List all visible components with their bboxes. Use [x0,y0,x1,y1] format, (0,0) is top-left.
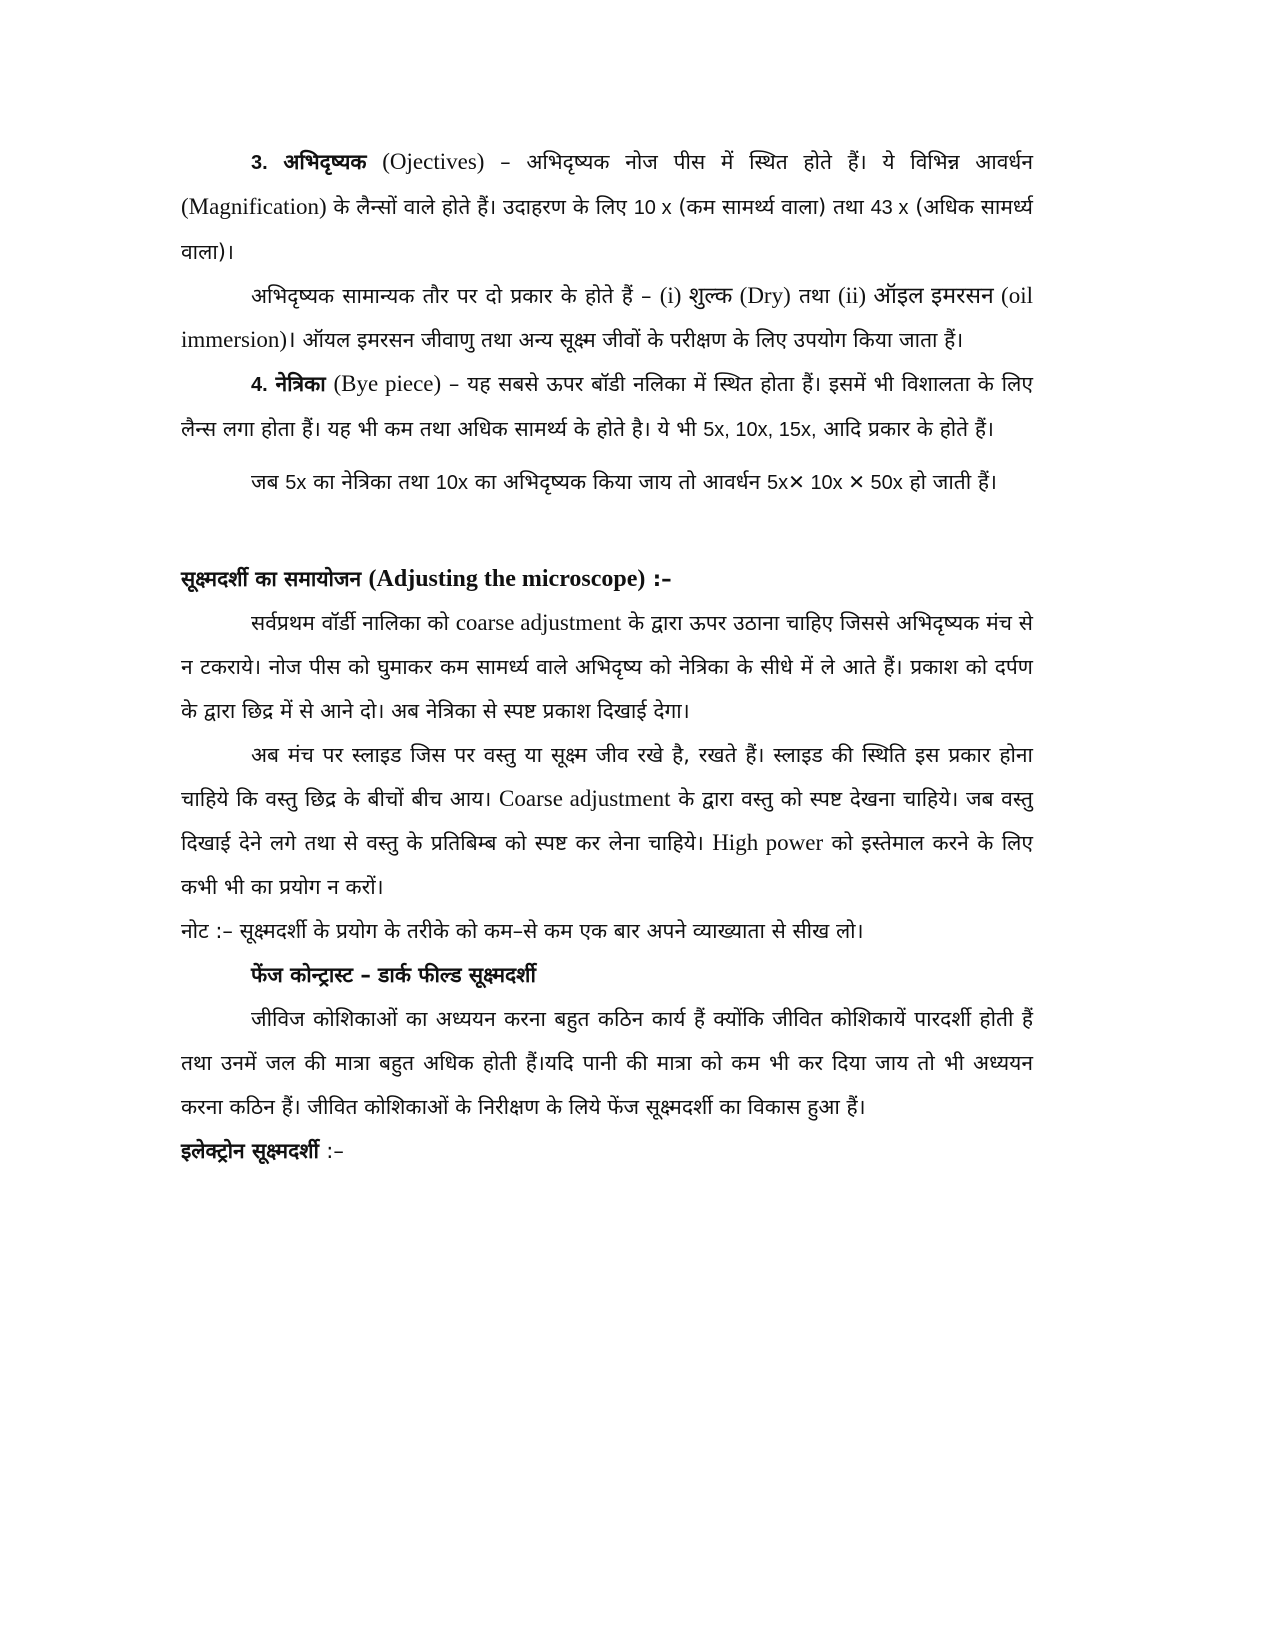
example-calculation: 5x✕ 10x ✕ 50x [767,472,903,494]
objectives-text-2: के लैन्सों वाले होते हैं। उदाहरण के लिए [333,195,627,219]
objective-types-text-2: तथा [798,284,830,308]
objective-types-text-3: ऑयल इमरसन जीवाणु तथा अन्य सूक्ष्म जीवों के परीक्षण के लिए उपयोग किया जाता हैं। [302,328,964,352]
oil-immersion-objective: (ii) ऑइल इमरसन (oil immersion)। [181,283,1033,352]
objectives-text-1: – अभिदृष्यक नोज पीस में स्थित होते हैं। ये विभिन्न आवर्धन [500,150,1033,174]
adjusting-heading-english: (Adjusting the microscope) [368,566,646,592]
electron-heading-end: :– [326,1139,344,1163]
adjusting-paragraph-2 [181,733,1033,909]
coarse-adjustment-term-2: Coarse adjustment [499,786,671,811]
note-line: नोट :– सूक्ष्मदर्शी के प्रयोग के तरीके को कम–से कम एक बार अपने व्याख्याता से सीख लो। [181,919,864,943]
adjusting-p2-text-b: के द्वारा वस्तु को स्पष्ट देखना चाहिये। जब वस्तु दिखाई देने लगे तथा से वस्तु के प्रतिबिम्ब को स्पष्ट कर लेना चाहिये। [181,787,1033,855]
adjusting-heading [181,557,1033,601]
objectives-text-3: (कम सामर्थ्य वाला) तथा [678,195,864,219]
eyepiece-paragraph [181,362,1033,452]
objectives-term: अभिदृष्यक [283,150,367,174]
coarse-adjustment-term: coarse adjustment [455,610,622,635]
eyepiece-text-2: आदि प्रकार के होते हैं। [823,417,994,441]
example-objective-power: 10x [435,472,469,494]
dry-objective: (i) शुल्क (Dry) [659,283,791,308]
example-text-2: का नेत्रिका तथा [313,470,430,494]
low-magnification: 10 x [633,197,672,219]
electron-microscope-heading [181,1129,1033,1173]
eyepiece-number: 4. [251,374,268,396]
objectives-text-4: (अधिक सामर्ध्य वाला)। [181,195,1033,264]
high-power-term: High power [712,830,824,855]
objectives-number: 3. [251,152,268,174]
adjusting-paragraph-1 [181,601,1033,733]
example-text-4: हो जाती हैं। [909,470,997,494]
example-text-3: का अभिदृष्यक किया जाय तो आवर्धन [474,470,761,494]
objectives-paragraph [181,140,1033,274]
objective-types-text-1: अभिदृष्यक सामान्यक तौर पर दो प्रकार के होते हैं – [251,284,652,308]
adjusting-p2-text-a: अब मंच पर स्लाइड जिस पर वस्तु या सूक्ष्म जीव रखे है, रखते हैं। स्लाइड की स्थिति इस प्रकार होना चाहिये कि वस्तु छिद्र के बीचों बीच आय। [181,743,1033,811]
adjusting-heading-hindi: सूक्ष्मदर्शी का समायोजन [181,567,362,591]
phase-contrast-paragraph: जीविज कोशिकाओं का अध्ययन करना बहुत कठिन कार्य हैं क्योंकि जीवित कोशिकायें पारदर्शी होती हैं तथा उनमें जल की मात्रा बहुत अधिक होती हैं।यदि पानी की मात्रा को कम भी कर दिया जाय तो भी अध्ययन करना कठिन हैं। जीवित कोशिकाओं के निरीक्षण के लिये फेंज सूक्ष्मदर्शी का विकास हुआ हैं। [181,1007,1033,1119]
adjusting-heading-end: :– [652,567,672,591]
eyepiece-term-english: (Bye piece) [333,371,442,396]
page-content [181,140,1033,1173]
adjusting-p1-text-a: सर्वप्रथम वॉर्डी नालिका को [251,611,449,635]
objective-types-paragraph [181,274,1033,362]
high-magnification: 43 x [870,197,909,219]
adjusting-p2-text-c: को इस्तेमाल करने के लिए कभी भी का प्रयोग न करों। [181,831,1033,899]
adjusting-p1-text-b: के द्वारा ऊपर उठाना चाहिए जिससे अभिदृष्यक मंच से न टकराये। नोज पीस को घुमाकर कम सामर्ध्य वाले अभिदृष्य को नेत्रिका के सीधे में ले आते हैं। प्रकाश को दर्पण के द्वारा छिद्र में से आने दो। अब नेत्रिका से स्पष्ट प्रकाश दिखाई देगा। [181,611,1033,723]
spacer [181,452,1033,460]
phase-contrast-heading: फेंज कोन्ट्रास्ट – डार्क फील्ड सूक्ष्मदर्शी [251,963,536,987]
eyepiece-sizes: 5x, 10x, 15x, [703,419,817,441]
objectives-term-english: (Ojectives) [382,149,485,174]
example-text-1: जब [251,470,279,494]
spacer [181,505,1033,557]
eyepiece-text-1: – यह सबसे ऊपर बॉडी नलिका में स्थित होता हैं। इसमें भी विशालता के लिए लैन्स लगा होता हैं। यह भी कम तथा अधिक सामर्थ्य के होते है। ये भी [181,372,1033,441]
magnification-example-paragraph [181,460,1033,505]
eyepiece-term: नेत्रिका [275,372,326,396]
electron-heading-text: इलेक्ट्रोन सूक्ष्मदर्शी [181,1139,319,1163]
magnification-term: (Magnification) [181,194,327,219]
example-eyepiece-power: 5x [285,472,307,494]
